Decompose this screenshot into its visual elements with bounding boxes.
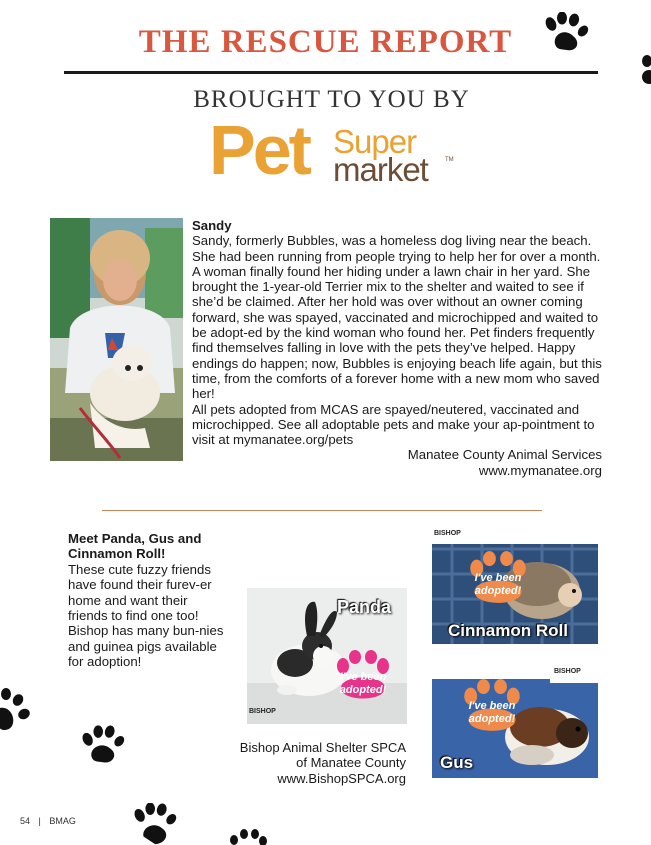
gus-name-label: Gus (440, 753, 474, 772)
paw-print-icon (638, 55, 651, 85)
bishop-credit (200, 740, 406, 786)
cinnamon-name-label: Cinnamon Roll (448, 621, 568, 640)
panda-name-label: Panda (337, 597, 392, 617)
publication-name: BMAG (49, 816, 76, 826)
bishop-intro (68, 531, 230, 670)
bishop-credit-website: www.BishopSPCA.org (277, 770, 406, 786)
story-body: Sandy, formerly Bubbles, was a homeless dog living near the beach. She had been running from people trying to help her for over a month. A woman finally found her hiding under a lawn chair in her yard. She brought the 1-year-old Terrier mix to the shelter and waited to see if she’d be claimed. After her hold was over without an owner coming forward, she was spayed, vaccinated and microchipped and waited to be adopt-ed by the kind woman who found her. Pet finders frequently find themselves falling in love with the pets they’ve helped. Happy endings do happen; now, Bubbles is enjoying beach life again, but this time, from the comforts of a forever home with a new mom who saved her! (192, 233, 602, 402)
sponsor-intro: BROUGHT TO YOU BY (193, 86, 470, 113)
adoption-note: All pets adopted from MCAS are spayed/neutered, vaccinated and microchipped. See all adoptable pets and make your ap-pointment to visit at mymanatee.org/pets (192, 401, 595, 448)
credit-website: www.mymanatee.org (478, 462, 602, 478)
page-title: THE RESCUE REPORT (138, 24, 513, 60)
credit-organization: Manatee County Animal Services (407, 447, 602, 463)
panda-adopted-badge: I've been adopted! (339, 671, 387, 696)
cinnamon-roll-photo (432, 529, 598, 644)
gus-photo (432, 667, 598, 778)
paw-print-icon (132, 803, 178, 845)
bishop-credit-org: Bishop Animal Shelter SPCA (239, 740, 406, 755)
logo-trademark: TM (445, 157, 454, 163)
panda-photo (247, 588, 407, 724)
logo-market-word: market (333, 151, 428, 188)
paw-print-icon (543, 12, 591, 54)
cinnamon-adopted-badge: I've been adopted! (474, 572, 522, 597)
bishop-logo: BISHOP (554, 668, 581, 675)
bishop-heading: Meet Panda, Gus and Cinnamon Roll! (68, 531, 202, 562)
paw-print-icon (80, 723, 126, 769)
story-heading: Sandy (192, 218, 232, 233)
title-divider (64, 71, 598, 74)
page-footer (20, 816, 76, 826)
paw-print-icon (228, 828, 268, 845)
bishop-logo: BISHOP (249, 708, 276, 715)
bishop-logo: BISHOP (434, 530, 461, 537)
footer-separator: | (38, 816, 41, 826)
page-number: 54 (20, 816, 31, 826)
logo-super-word: Super (333, 123, 417, 160)
pet-supermarket-logo (209, 111, 454, 189)
sandy-story (192, 218, 602, 478)
paw-print-icon (0, 688, 30, 734)
section-divider (102, 510, 542, 511)
logo-pet-word: Pet (209, 111, 309, 189)
bishop-credit-county: of Manatee County (296, 755, 406, 771)
gus-adopted-badge: I've been adopted! (468, 700, 516, 725)
sandy-photo (50, 218, 183, 461)
bishop-body: These cute fuzzy friends have found their furev-er home and want their friends to find one too! Bishop has many bun-nies and guinea pigs available for adoption! (68, 561, 224, 670)
